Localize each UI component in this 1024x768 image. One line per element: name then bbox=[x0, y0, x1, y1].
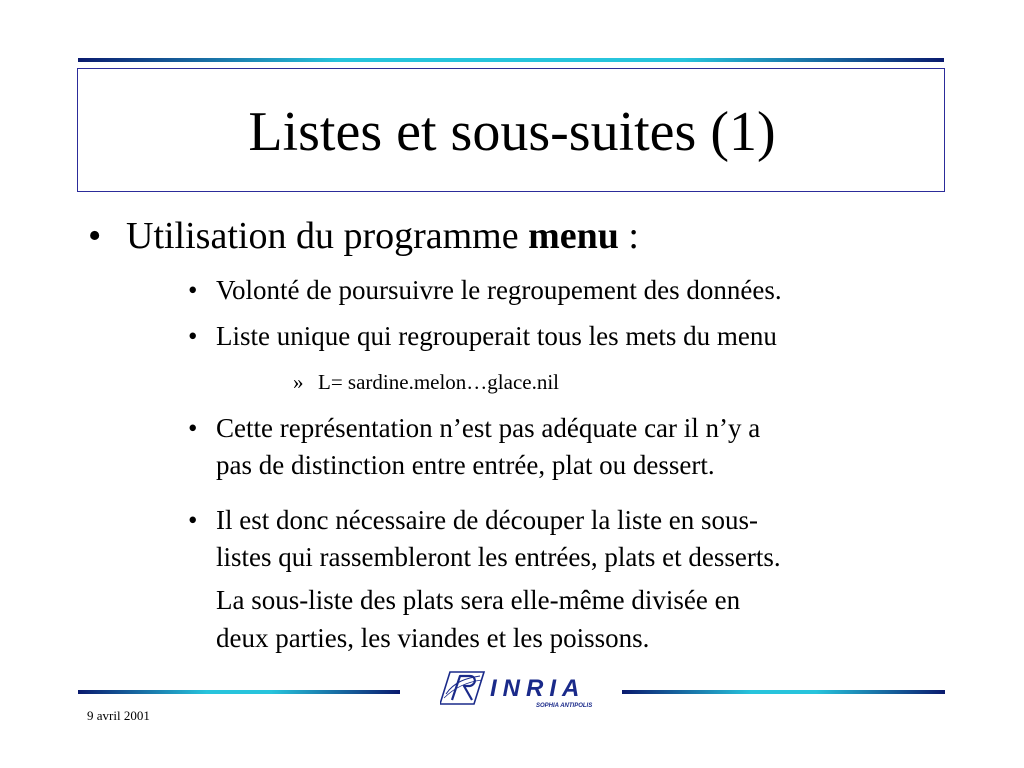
bullet-level2-line: pas de distinction entre entrée, plat ou dessert. bbox=[216, 450, 715, 480]
bullet-level2: Volonté de poursuivre le regroupement des données. bbox=[216, 275, 782, 305]
bullet-level1 bbox=[126, 214, 639, 258]
logo-wordmark: INRIA bbox=[490, 675, 586, 702]
bullet-marker: • bbox=[88, 215, 102, 257]
bullet-level2: Liste unique qui regrouperait tous les mets du menu bbox=[216, 321, 777, 351]
bullet-marker: » bbox=[293, 370, 304, 394]
bullet-text: Utilisation du programme bbox=[126, 215, 529, 257]
bullet-level2-line: listes qui rassembleront les entrées, plats et desserts. bbox=[216, 542, 781, 572]
bullet-suffix: : bbox=[618, 215, 639, 257]
slide-title: Listes et sous-suites (1) bbox=[248, 101, 776, 163]
bullet-level2-line: Cette représentation n’est pas adéquate car il n’y a bbox=[216, 413, 761, 443]
bullet-level3: L= sardine.melon…glace.nil bbox=[318, 370, 560, 394]
bottom-divider-left bbox=[78, 690, 400, 694]
bottom-divider-right bbox=[622, 690, 945, 694]
bullet-marker: • bbox=[188, 275, 198, 305]
bullet-level2-line: Il est donc nécessaire de découper la liste en sous- bbox=[216, 505, 759, 535]
bullet-level2-line: La sous-liste des plats sera elle-même divisée en bbox=[216, 585, 741, 615]
bullet-marker: • bbox=[188, 505, 198, 535]
bullet-bold-keyword: menu bbox=[528, 215, 619, 257]
inria-logo bbox=[440, 664, 600, 712]
bullet-level2-line: deux parties, les viandes et les poissons. bbox=[216, 623, 650, 653]
top-divider bbox=[78, 58, 944, 62]
bullet-marker: • bbox=[188, 413, 198, 443]
bullet-marker: • bbox=[188, 321, 198, 351]
footer-date: 9 avril 2001 bbox=[87, 708, 150, 723]
logo-subtitle: SOPHIA ANTIPOLIS bbox=[536, 703, 593, 709]
inria-r-emblem-icon bbox=[440, 664, 600, 712]
